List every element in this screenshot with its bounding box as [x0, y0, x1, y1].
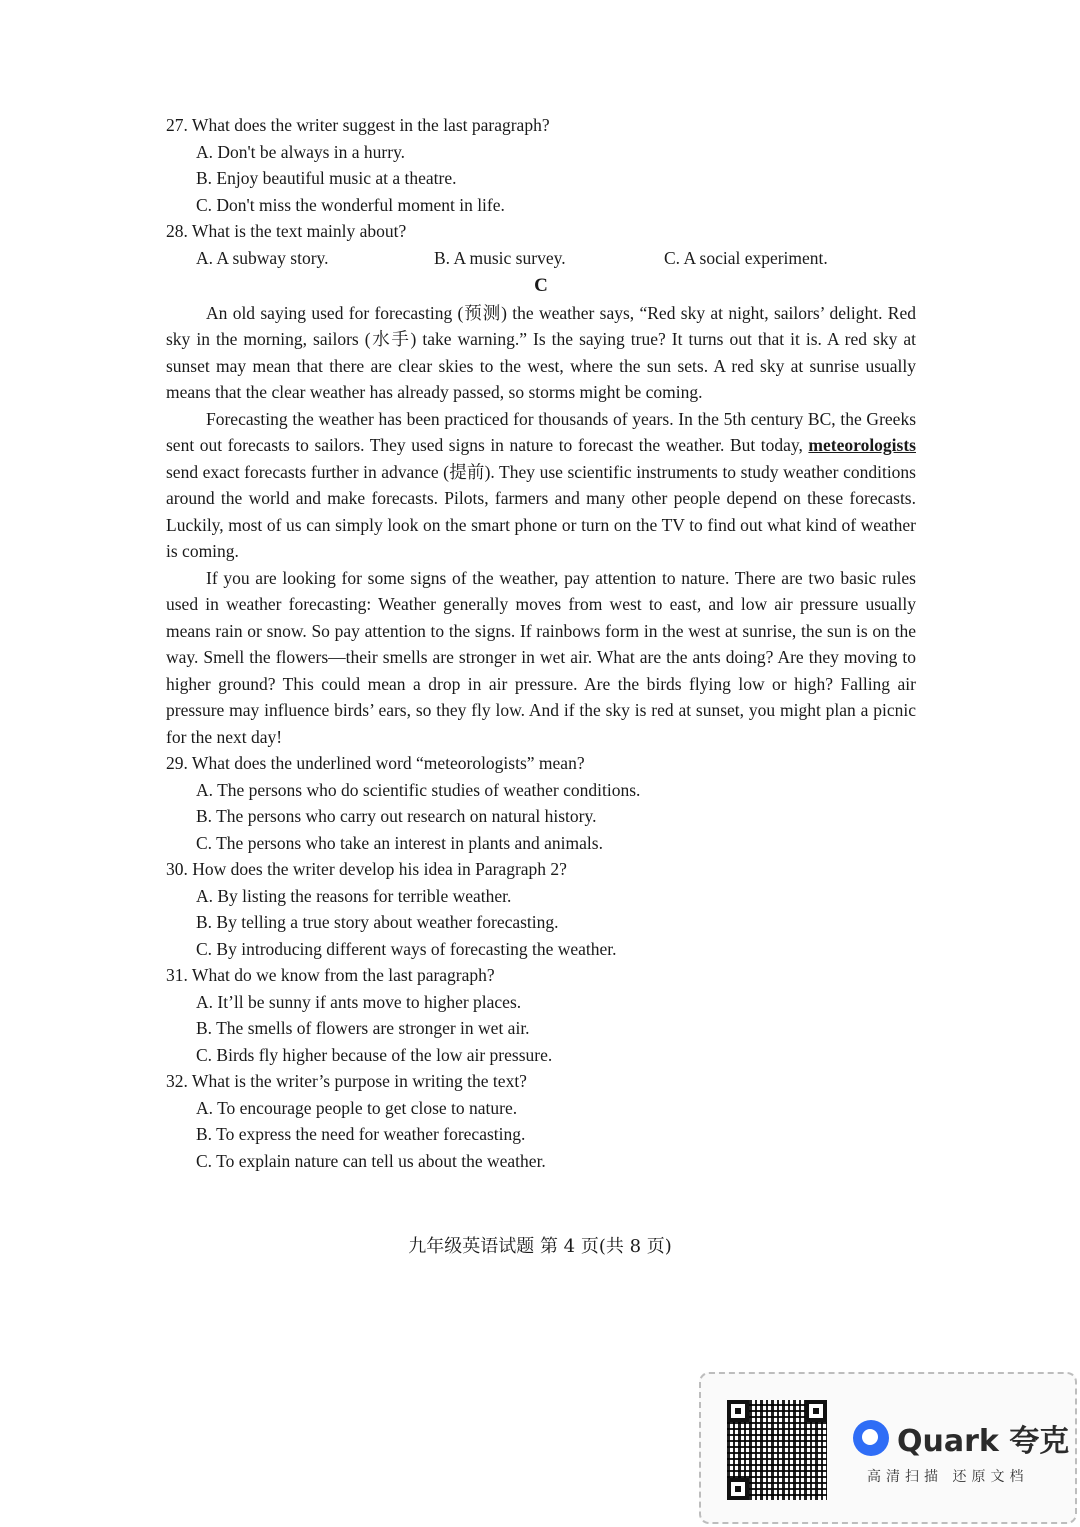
question-27-option-a: A. Don't be always in a hurry. — [196, 141, 406, 162]
passage-paragraph-3: If you are looking for some signs of the weather, pay attention to nature. There are two basic rules used in weather forecasting: Weather generally moves from west to east, and low air pressure usually means rain or snow. So pay attention to the signs. If rainbows form in the west at sunrise, the sun is on the way. Smell the flowers—their smells are stronger in wet air. What are the ants doing? Are they moving to higher ground? This could mean a drop in air pressure. Are the birds flying low or high? Falling air pressure may influence birds’ ears, so they fly low. And if the sky is red at sunset, you might plan a picnic for the next day! — [166, 567, 916, 747]
question-27-option-b: B. Enjoy beautiful music at a theatre. — [196, 168, 457, 188]
question-27-stem: 27. What does the writer suggest in the last paragraph? — [166, 115, 550, 135]
question-30-option-b: B. By telling a true story about weather forecasting. — [196, 912, 559, 932]
question-29-option-c: C. The persons who take an interest in plants and animals. — [196, 832, 603, 853]
brand-name: Quark 夸克 — [897, 1424, 1070, 1459]
question-30-option-a: A. By listing the reasons for terrible weather. — [196, 885, 512, 906]
question-28-option-c: C. A social experiment. — [664, 247, 828, 268]
question-28-stem: 28. What is the text mainly about? — [166, 221, 407, 241]
paragraph-2-start: Forecasting the weather has been practiced for thousands of years. In the 5th century BC, the Greeks sent out forecasts to sailors. They used signs in nature to forecast the weather. But today, — [166, 408, 916, 455]
question-30-stem: 30. How does the writer develop his idea in Paragraph 2? — [166, 859, 567, 879]
paragraph-2-end: send exact forecasts further in advance (提前). They use scientific instruments to study weather conditions around the world and make forecasts. Pilots, farmers and many other people depend on these forecasts. Luckily, most of us can simply look on the smart phone or turn on the TV to find out what kind of weather is coming. — [166, 461, 916, 561]
question-31-option-a: A. It’ll be sunny if ants move to higher places. — [196, 991, 522, 1012]
qr-finder-bottom-left — [727, 1478, 749, 1500]
qr-code-icon — [727, 1400, 827, 1500]
quark-logo-icon — [853, 1420, 889, 1456]
question-32-stem: 32. What is the writer’s purpose in writing the text? — [166, 1071, 527, 1091]
page-content — [166, 112, 916, 1174]
question-29-option-b: B. The persons who carry out research on natural history. — [196, 806, 597, 826]
question-29-option-a: A. The persons who do scientific studies of weather conditions. — [196, 779, 641, 800]
question-31-option-c: C. Birds fly higher because of the low air pressure. — [196, 1044, 553, 1065]
question-28-option-b: B. A music survey. — [434, 247, 566, 268]
quark-scan-watermark — [699, 1372, 1077, 1524]
underlined-word: meteorologists — [808, 435, 916, 455]
qr-finder-top-right — [805, 1400, 827, 1422]
question-31-option-b: B. The smells of flowers are stronger in wet air. — [196, 1018, 530, 1038]
question-28-option-a: A. A subway story. — [196, 247, 329, 268]
question-31-stem: 31. What do we know from the last paragraph? — [166, 965, 495, 985]
passage-paragraph-1: An old saying used for forecasting (预测) the weather says, “Red sky at night, sailors’ delight. Red sky in the morning, sailors (水手) take warning.” Is the saying true? It turns out that it is. A red sky at sunset may mean that there are clear skies to the west, where the sun sets. A red sky at sunrise usually means that the clear weather has already passed, so storms might be coming. — [166, 302, 916, 402]
question-30-option-c: C. By introducing different ways of forecasting the weather. — [196, 938, 617, 959]
passage-paragraph-2 — [166, 406, 916, 565]
question-28-options — [196, 245, 916, 272]
section-c-title: C — [534, 275, 548, 296]
quark-brand — [853, 1416, 1069, 1460]
question-32-option-c: C. To explain nature can tell us about the weather. — [196, 1150, 546, 1171]
brand-tagline: 高清扫描 还原文档 — [867, 1469, 1029, 1485]
question-32-option-b: B. To express the need for weather forecasting. — [196, 1124, 526, 1144]
question-32-option-a: A. To encourage people to get close to nature. — [196, 1097, 518, 1118]
question-29-stem: 29. What does the underlined word “meteorologists” mean? — [166, 753, 585, 773]
page-footer: 九年级英语试题 第 4 页(共 8 页) — [408, 1236, 672, 1257]
qr-finder-top-left — [727, 1400, 749, 1422]
question-27-option-c: C. Don't miss the wonderful moment in life. — [196, 194, 505, 215]
